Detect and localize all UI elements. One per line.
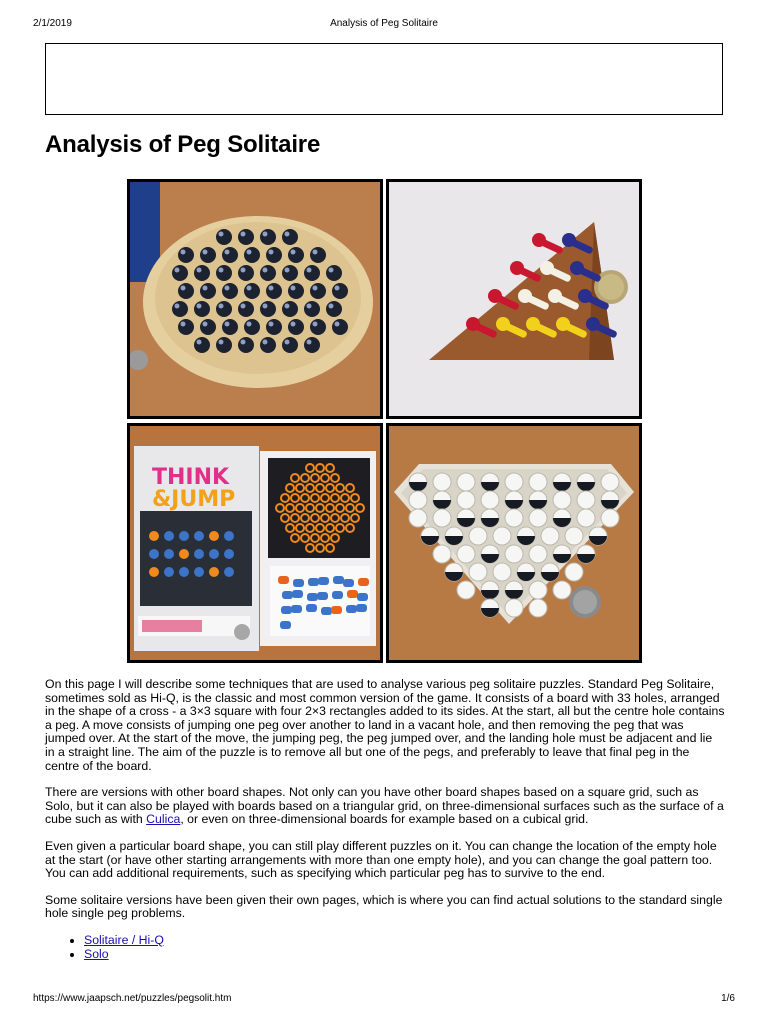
article-body: [45, 678, 725, 961]
p2-text-after: , or even on three-dimensional boards for example based on a cubical grid.: [180, 812, 589, 827]
puzzle-variants-paragraph: Even given a particular board shape, you can still play different puzzles on it. You can change the location of the empty hole at the start (or have other starting arrangements with more than one empty hole), and you can change the goal pattern too. You can add additional requirements, such as specifying which particular peg has to survive to the end.: [45, 838, 717, 881]
print-date: 2/1/2019: [33, 18, 72, 29]
box-title-line2: &JUMP: [152, 487, 236, 512]
page-number: 1/6: [721, 993, 735, 1004]
triangle-peg-board-photo: [386, 179, 642, 419]
intro-paragraph: On this page I will describe some techniques that are used to analyse various peg solitaire puzzles. Standard Peg Solitaire, sometimes sold as Hi-Q, is the classic and most common version of the game. It consists of a board with 33 holes, arranged in the shape of a cross - a 3×3 square with four 2×3 rectangles added to its sides. At the start, all but the centre hole contains a peg. A move consists of jumping one peg over another to land in a vacant hole, and then removing the peg that was jumped over. At the start of the move, the jumping peg, the peg jumped over, and the landing hole must be adjacent and lie in a straight line. The aim of the puzzle is to remove all but one of the pegs, and preferably to leave that final peg in the centre of the board.: [45, 677, 725, 773]
think-and-jump-box-photo: [127, 423, 383, 663]
photo-grid: [127, 179, 642, 664]
page-title: Analysis of Peg Solitaire: [45, 131, 321, 158]
print-doc-title: Analysis of Peg Solitaire: [330, 18, 438, 29]
print-header: [33, 14, 735, 30]
list-item: [84, 934, 725, 948]
p2-text-before: There are versions with other board shapes. Not only can you have other board shapes based on a square grid, such as Solo, but it can also be played with boards based on a triangular grid, on three-dimensional surfaces such as the surface of a cube such as with: [45, 785, 724, 827]
board-shapes-paragraph: [45, 786, 725, 827]
box-title-line1: THINK: [152, 465, 230, 490]
solo-link[interactable]: Solo: [84, 946, 109, 961]
solitaire-hiq-link[interactable]: Solitaire / Hi-Q: [84, 932, 164, 947]
print-footer: [33, 993, 735, 1007]
list-item: [84, 948, 725, 962]
culica-link[interactable]: Culica: [146, 812, 181, 827]
print-url: https://www.jaapsch.net/puzzles/pegsolit.htm: [33, 993, 232, 1004]
solutions-paragraph: Some solitaire versions have been given their own pages, which is where you can find actual solutions to the standard single hole single peg problems.: [45, 892, 723, 921]
ad-placeholder-box: [45, 43, 723, 115]
marble-solitaire-photo: [127, 179, 383, 419]
hexagonal-marble-board-photo: [386, 423, 642, 663]
solitaire-pages-list: [45, 934, 725, 961]
